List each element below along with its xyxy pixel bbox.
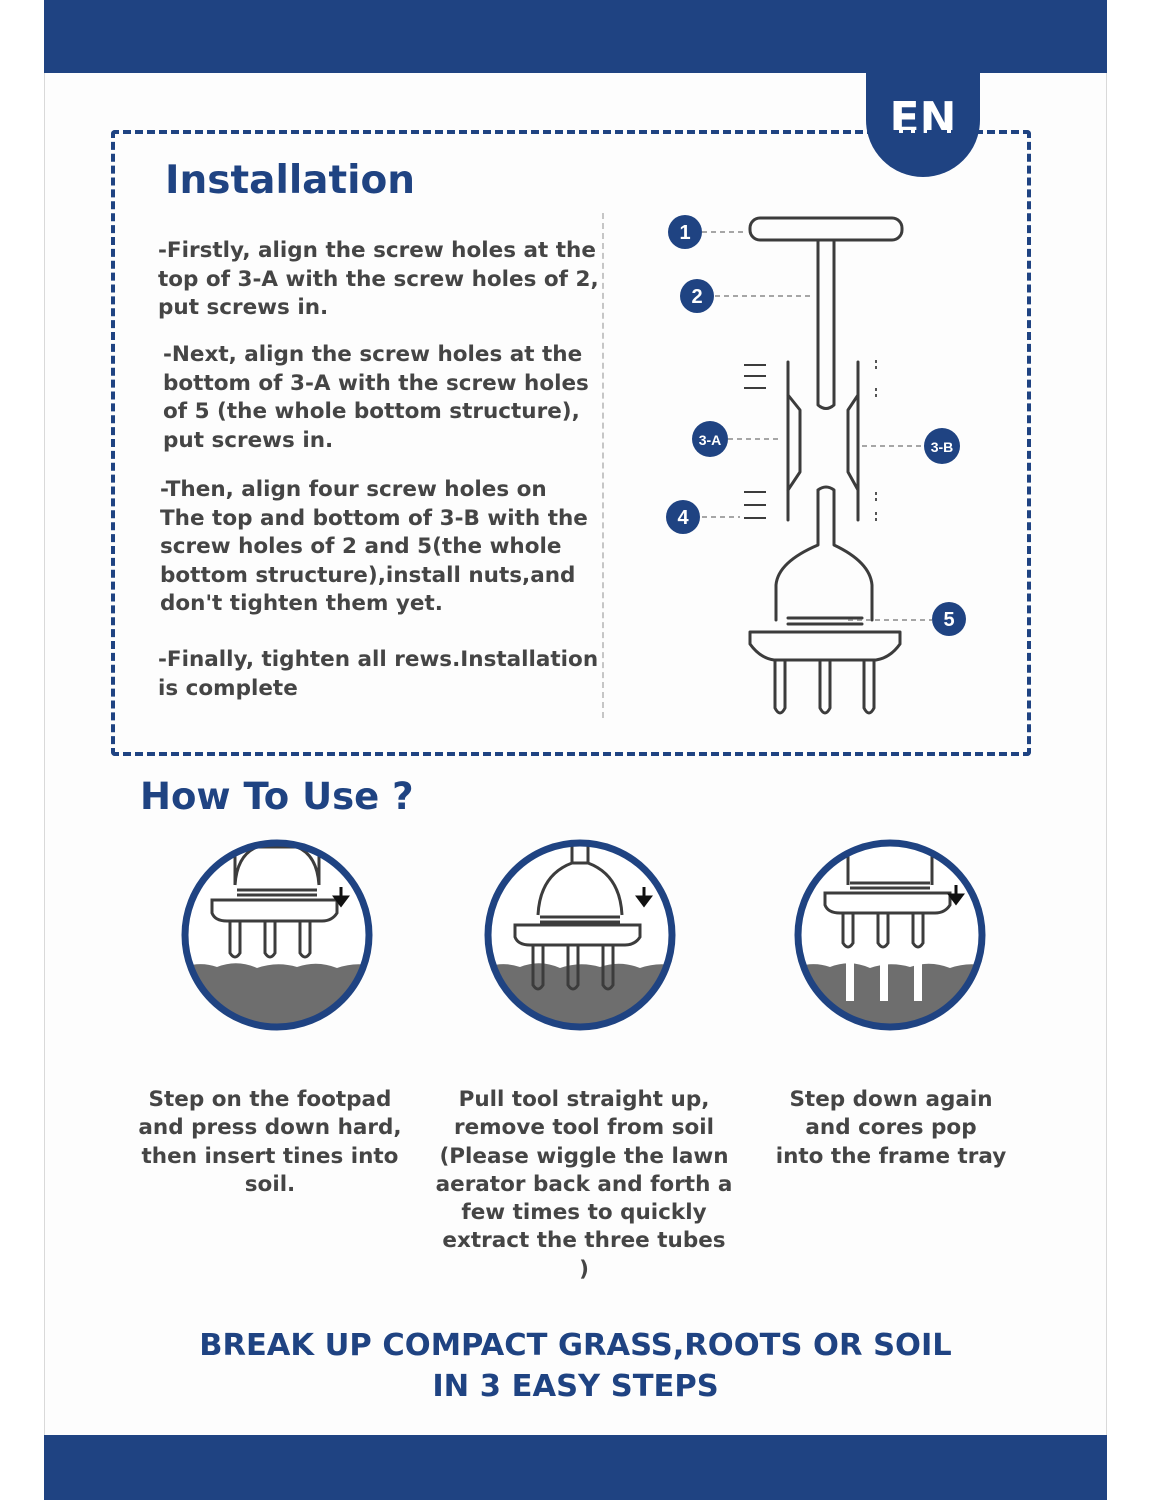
text-line: remove tool from soil — [453, 1115, 715, 1141]
step-3-illustration — [790, 835, 990, 1035]
header-band — [44, 0, 1107, 73]
text-line: -Then, align four screw holes on — [160, 477, 547, 502]
bolt-marks — [744, 365, 766, 518]
text-line: aerator back and forth a — [435, 1171, 733, 1197]
text-line: into the frame tray — [775, 1143, 1007, 1169]
text-line: of 5 (the whole bottom structure), — [163, 399, 580, 424]
how-to-use-title: How To Use ? — [140, 775, 414, 818]
callout-5-label: 5 — [943, 609, 955, 631]
tine — [775, 660, 785, 713]
text-line: -Finally, tighten all rews.Installation — [158, 647, 599, 672]
step-3-caption — [741, 1086, 1041, 1171]
upper-shaft — [818, 240, 834, 409]
language-tab: EN — [866, 73, 980, 177]
shaft-part-3a — [788, 362, 800, 520]
slogan — [44, 1325, 1107, 1407]
text-line: The top and bottom of 3-B with the — [160, 505, 588, 531]
callout-3b-label: 3-B — [930, 439, 954, 455]
text-line: bottom of 3-A with the screw holes — [163, 370, 589, 396]
text-line: and press down hard, — [138, 1115, 402, 1141]
text-line: (Please wiggle the lawn — [439, 1143, 729, 1169]
text-line: and cores pop — [805, 1115, 977, 1141]
text-line: few times to quickly — [461, 1200, 707, 1226]
text-line: extract the three tubes ) — [442, 1228, 726, 1282]
footpad — [750, 632, 900, 660]
footer-band — [44, 1435, 1107, 1500]
step-2-illustration — [480, 835, 680, 1035]
text-line: Pull tool straight up, — [458, 1087, 710, 1112]
text-line: bottom structure),install nuts,and — [160, 562, 576, 588]
callout-1-label: 1 — [679, 222, 691, 244]
text-line: soil. — [244, 1171, 296, 1197]
panel-divider — [602, 213, 604, 718]
step-1-caption — [120, 1086, 420, 1199]
t-handle — [750, 218, 902, 240]
step-1-illustration — [177, 835, 377, 1035]
text-line: put screws in. — [158, 295, 329, 320]
install-step-2 — [163, 341, 589, 455]
installation-title: Installation — [165, 158, 416, 203]
install-step-4 — [158, 646, 598, 703]
shaft-part-3b — [848, 362, 858, 520]
text-line: Step down again — [789, 1087, 993, 1112]
text-line: put screws in. — [163, 427, 334, 453]
slogan-line: BREAK UP COMPACT GRASS,ROOTS OR SOIL — [199, 1328, 952, 1363]
text-line: screw holes of 2 and 5(the whole — [160, 534, 562, 559]
install-step-1 — [158, 237, 599, 323]
slogan-line: IN 3 EASY STEPS — [432, 1369, 719, 1404]
callout-3a-label: 3-A — [698, 432, 722, 448]
callout-4-label: 4 — [677, 507, 689, 529]
text-line: then insert tines into — [141, 1143, 399, 1169]
text-line: is complete — [158, 675, 298, 701]
callout-2-label: 2 — [691, 286, 703, 308]
tine — [864, 660, 874, 713]
install-step-3 — [160, 476, 588, 619]
assembly-diagram — [640, 200, 1000, 740]
text-line: Step on the footpad — [148, 1087, 392, 1112]
step-2-caption — [434, 1086, 734, 1284]
text-line: top of 3-A with the screw holes of 2, — [158, 266, 599, 292]
text-line: -Firstly, align the screw holes at the — [158, 238, 596, 263]
text-line: -Next, align the screw holes at the — [163, 342, 583, 367]
text-line: don't tighten them yet. — [160, 591, 443, 616]
frame-crossbars — [788, 618, 862, 624]
tine — [820, 660, 830, 713]
